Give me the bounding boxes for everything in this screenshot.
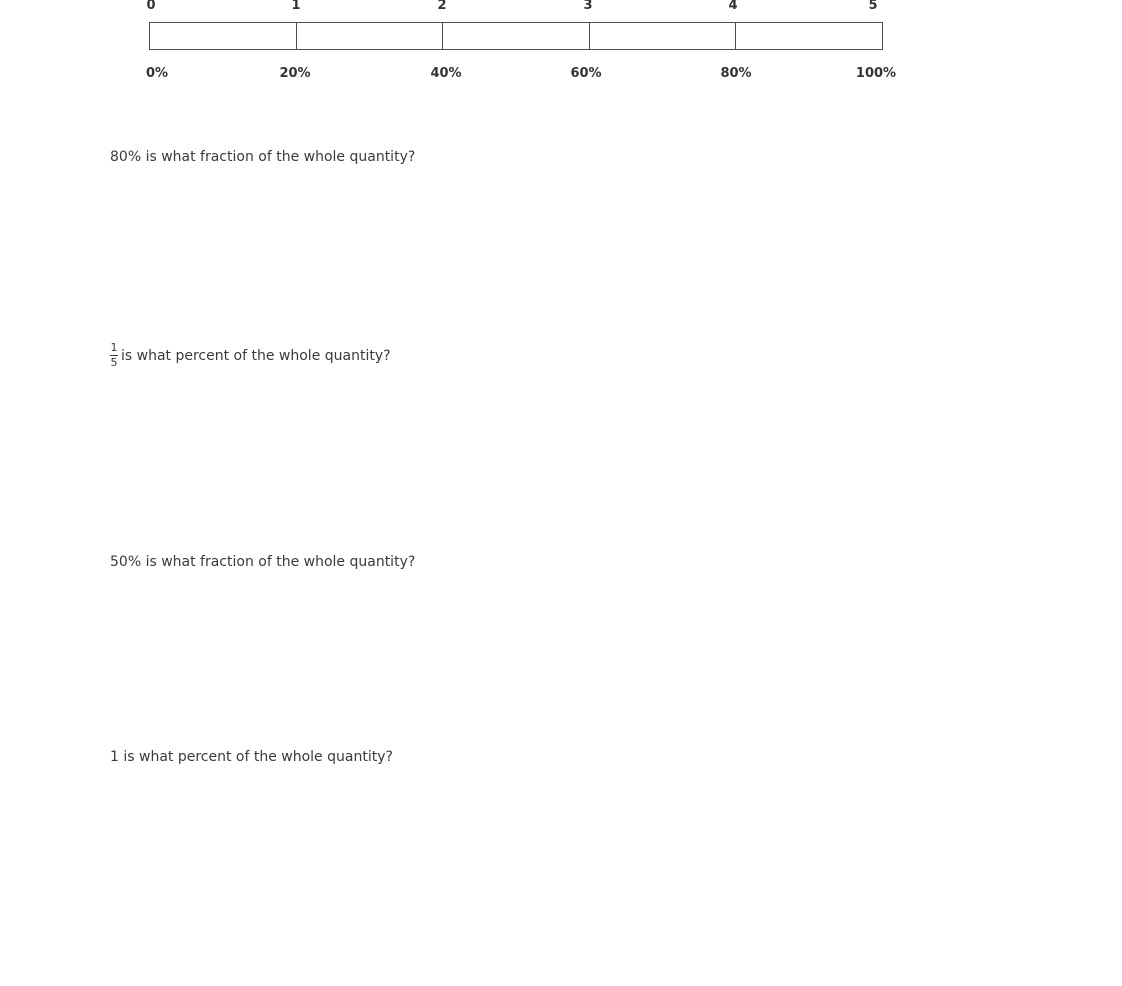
question-3: 50% is what fraction of the whole quantity? [110, 554, 416, 570]
tape-top-label-4: 4 [728, 0, 738, 13]
tape-percent-label-0: 0% [145, 66, 169, 81]
question-1: 80% is what fraction of the whole quantity? [110, 149, 416, 165]
question-4: 1 is what percent of the whole quantity? [110, 749, 393, 765]
fraction-denominator: 5 [110, 356, 118, 369]
tape-percent-label-60: 60% [570, 66, 602, 81]
tape-percent-label-20: 20% [279, 66, 311, 81]
tape-top-label-2: 2 [437, 0, 447, 13]
tape-percent-label-40: 40% [430, 66, 462, 81]
tape-percent-label-80: 80% [720, 66, 752, 81]
question-2 [110, 342, 391, 369]
tape-diagram [149, 22, 883, 50]
fraction-numerator: 1 [110, 341, 118, 354]
tape-top-label-0: 0 [146, 0, 156, 13]
tape-top-label-3: 3 [583, 0, 593, 13]
question-2-text: is what percent of the whole quantity? [121, 347, 391, 364]
tape-segment [443, 23, 590, 49]
tape-top-label-5: 5 [868, 0, 878, 13]
tape-segment [590, 23, 737, 49]
tape-segment [297, 23, 444, 49]
fraction-one-fifth [110, 342, 118, 369]
tape-percent-label-100: 100% [855, 66, 897, 81]
tape-segment [150, 23, 297, 49]
tape-segment [736, 23, 882, 49]
tape-top-label-1: 1 [291, 0, 301, 13]
